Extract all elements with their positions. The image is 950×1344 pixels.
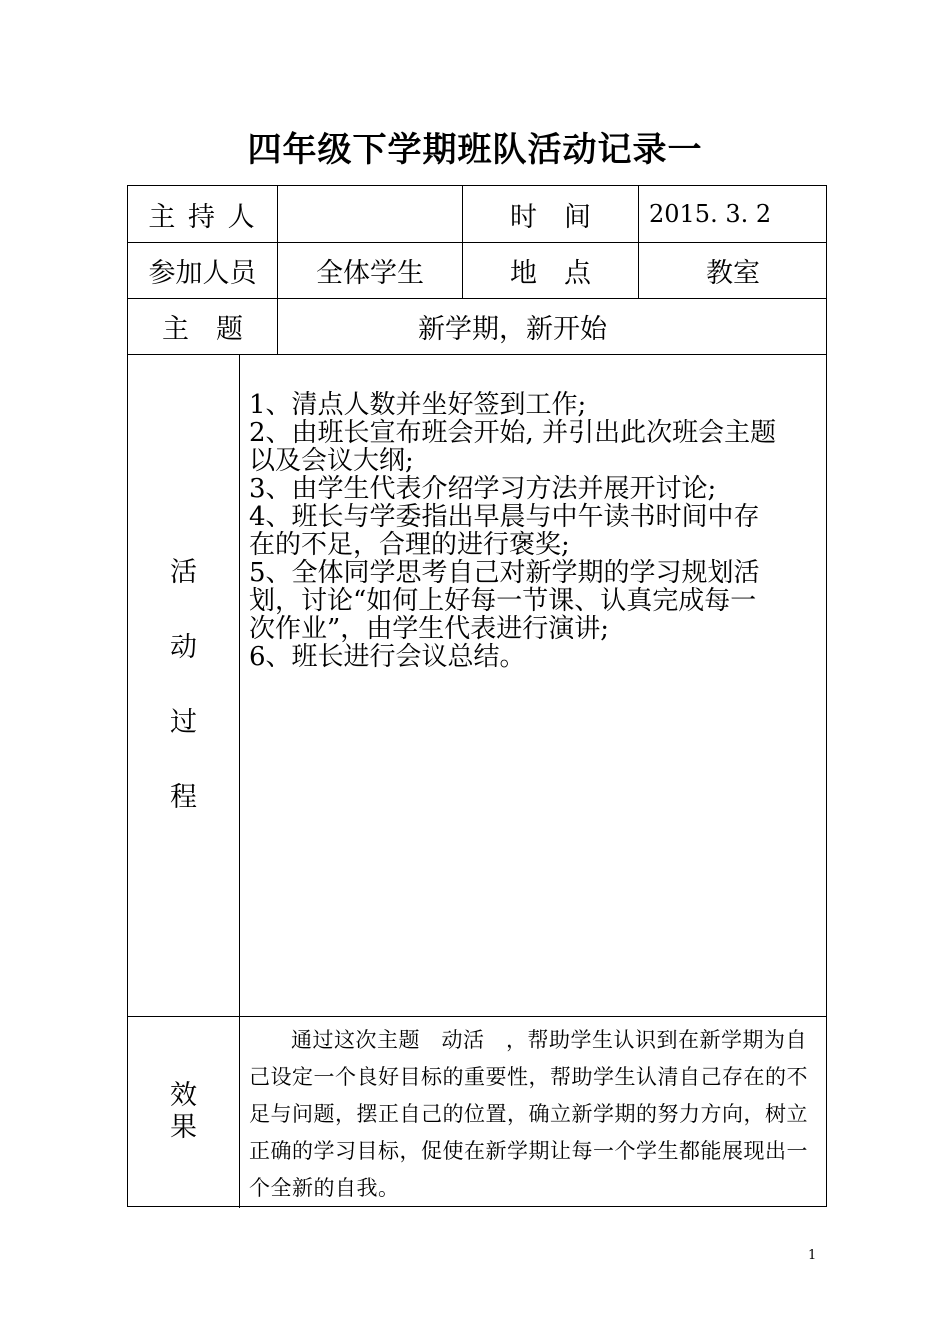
effect-label-char: 果 [170,1112,197,1143]
process-line: 以及会议大纲; [249,446,414,476]
process-line: 在的不足，合理的进行褒奖; [249,530,570,560]
theme-value: 新学期，新开始 [418,314,607,345]
page-number: 1 [808,1248,817,1263]
host-value [278,186,462,242]
process-line: 3、由学生代表介绍学习方法并展开讨论; [249,474,717,504]
process-label-char: 过 [170,707,197,738]
process-line: 划，讨论“如何上好每一节课、认真完成每一 [249,586,757,616]
effect-label-char: 效 [170,1080,197,1111]
process-content [249,391,821,671]
theme-label: 主 题 [162,314,243,345]
column-divider [239,354,240,1208]
process-label-char: 动 [170,632,197,663]
place-label: 地 点 [510,258,591,289]
time-label: 时 间 [510,201,591,233]
place-value: 教室 [706,258,760,289]
effect-content: 通过这次主题 动活 ，帮助学生认识到在新学期为自己设定一个良好目标的重要性，帮助学生认清自己存在的不足与问题，摆正自己的位置，确立新学期的努力方向，树立正确的学习目标，促使在新学期让每一个学生都能展现出一个全新的自我。 [249,1028,808,1200]
time-value: 2015. 3. 2 [649,200,772,228]
process-label-char: 程 [170,782,197,813]
process-label-char: 活 [170,557,197,588]
effect-label [128,1016,239,1208]
process-line: 4、班长与学委指出早晨与中午读书时间中存 [249,502,760,532]
process-line: 6、班长进行会议总结。 [249,642,526,672]
host-label: 主 持 人 [148,201,257,233]
process-label [128,354,239,1016]
participants-label: 参加人员 [148,258,257,289]
activity-record-table [127,185,827,1207]
process-line: 2、由班长宣布班会开始, 并引出此次班会主题 [249,418,777,448]
page-title: 四年级下学期班队活动记录一 [247,130,703,170]
process-line: 次作业”，由学生代表进行演讲; [249,614,610,644]
participants-value: 全体学生 [316,258,424,289]
process-line: 5、全体同学思考自己对新学期的学习规划活 [249,558,760,588]
process-line: 1、清点人数并坐好签到工作; [249,390,587,420]
